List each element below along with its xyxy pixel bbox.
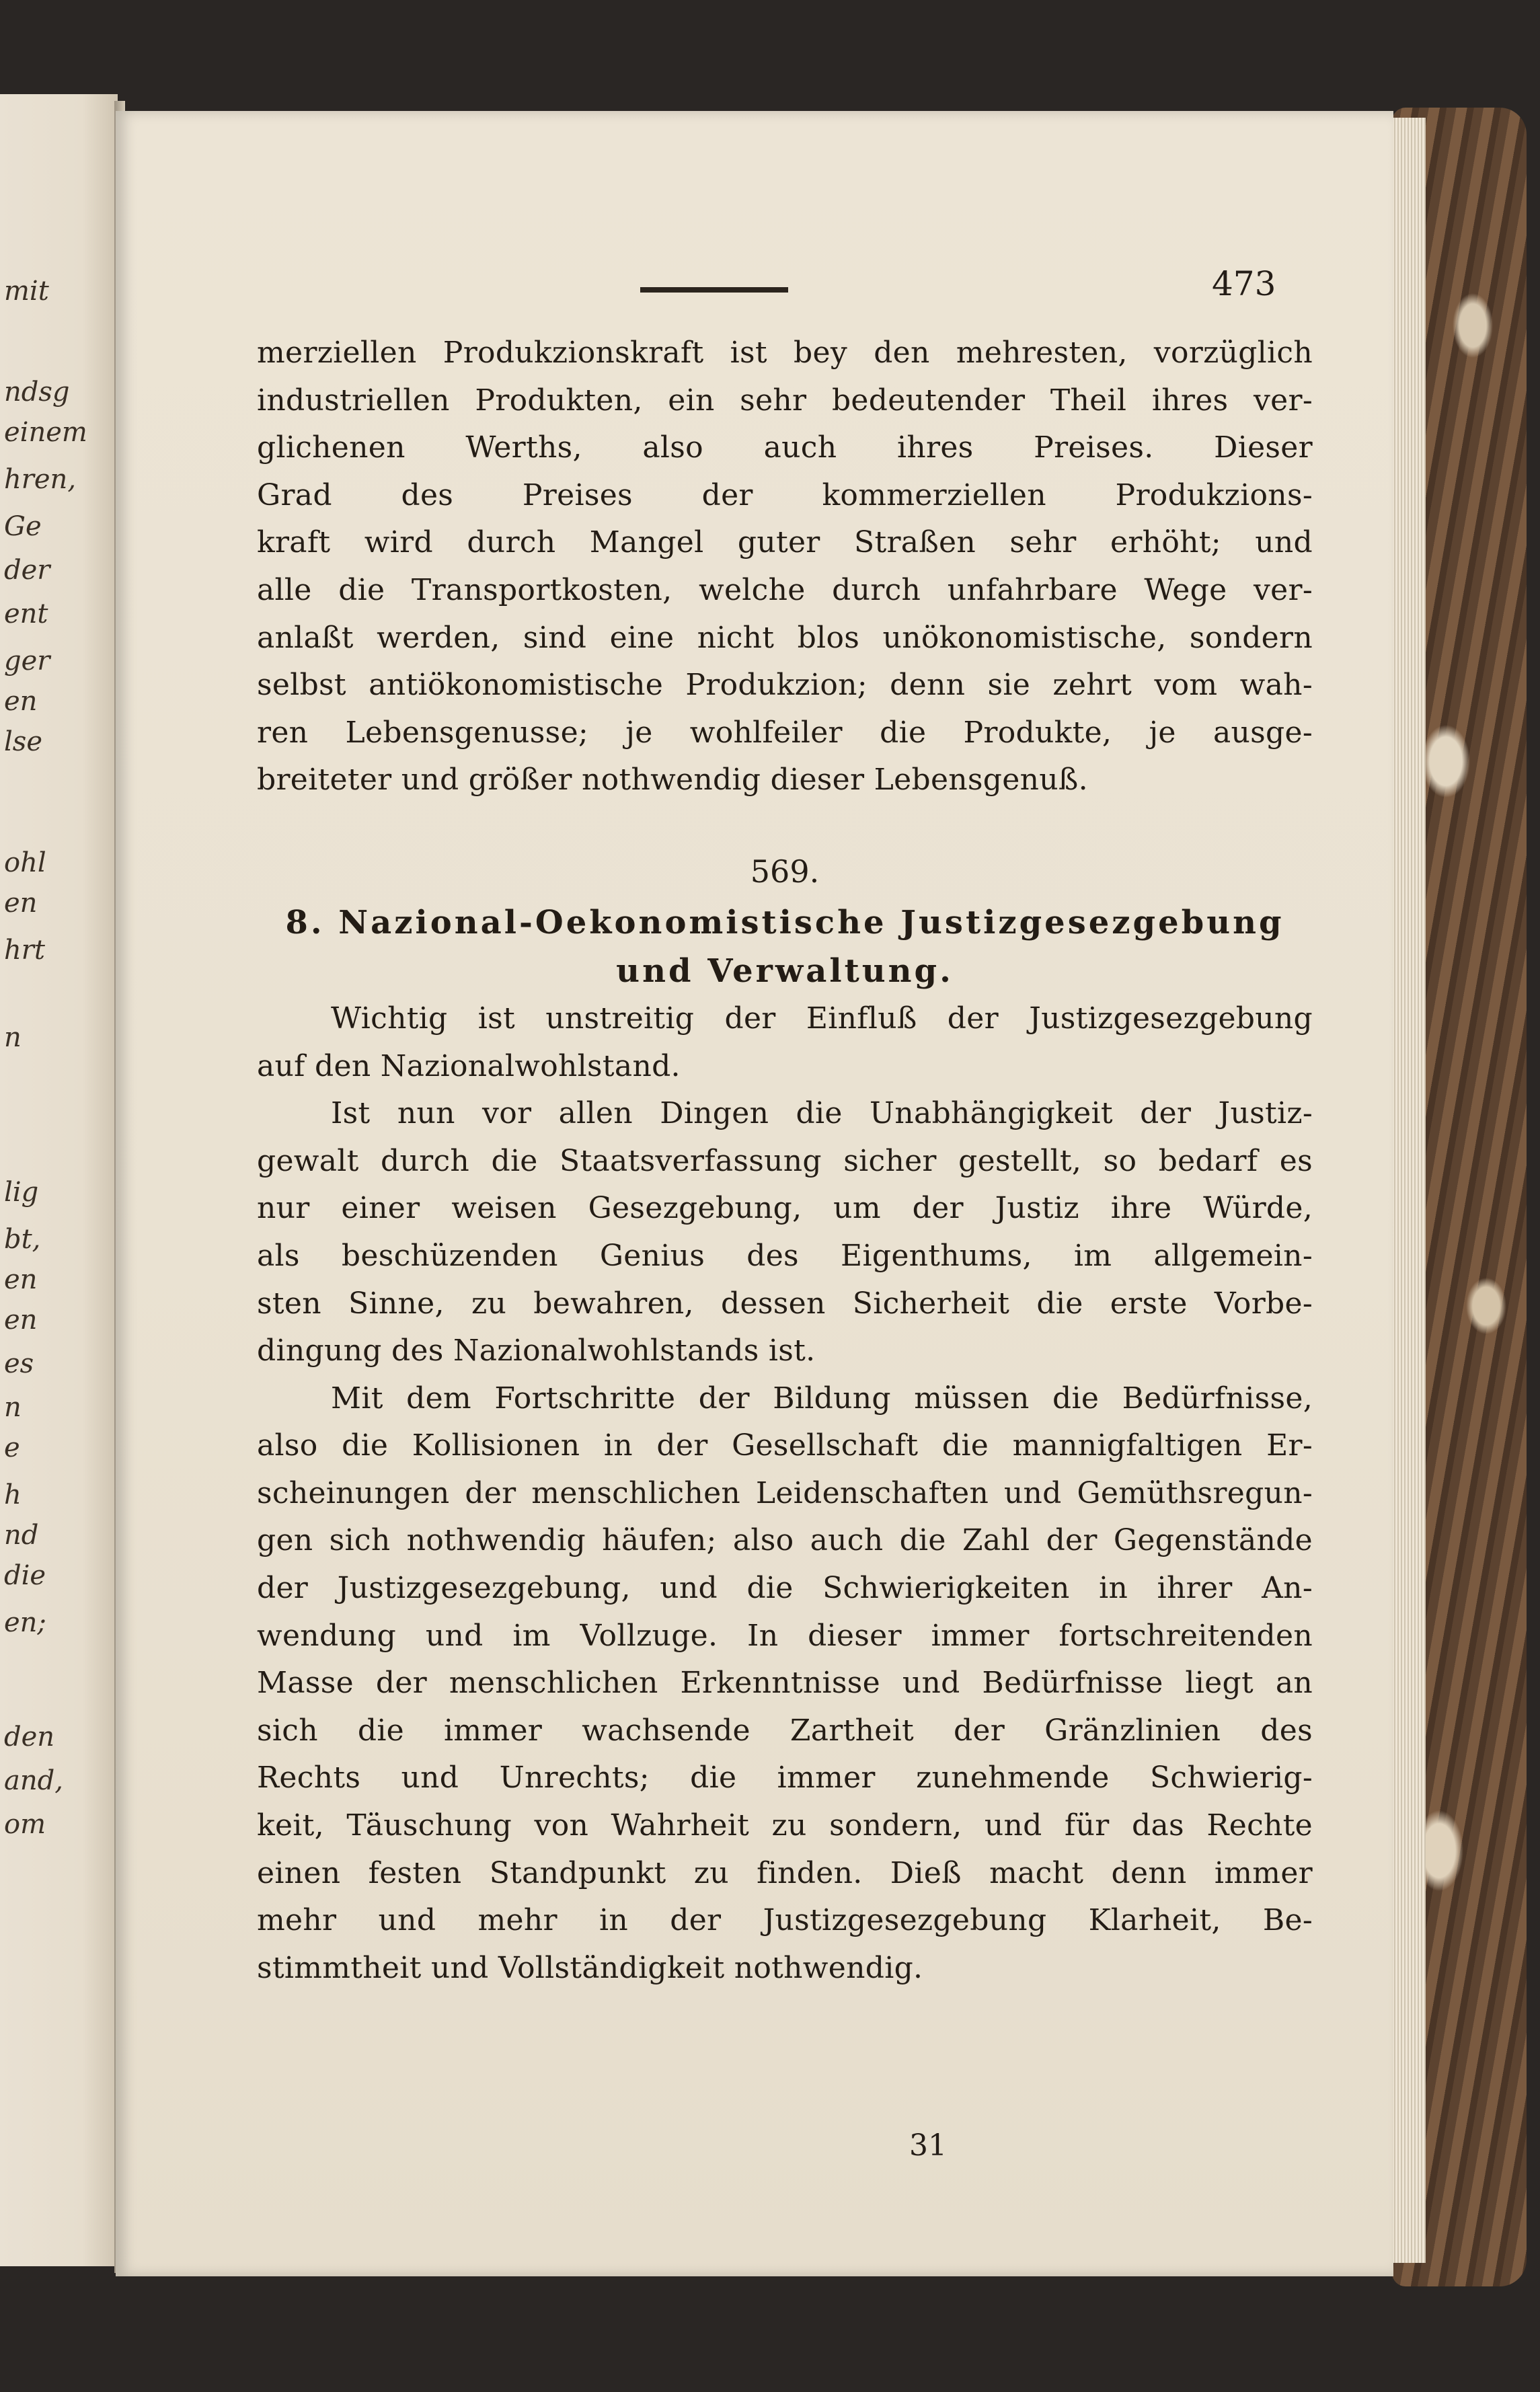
text-line: Grad des Preises der kommerziellen Produkzions- — [257, 477, 1313, 512]
text-line: gewalt durch die Staatsverfassung sicher gestellt, so bedarf es — [257, 1143, 1313, 1178]
previous-page-edge — [0, 94, 118, 2266]
left-page-fragment: om — [4, 1809, 46, 1840]
left-page-fragment: lse — [4, 726, 42, 757]
left-page-fragment: en — [4, 686, 38, 717]
text-line: industriellen Produkten, ein sehr bedeutender Theil ihres ver- — [257, 383, 1313, 418]
left-page-fragment: ndsg — [4, 377, 70, 408]
text-line: sich die immer wachsende Zartheit der Gränzlinien des — [257, 1713, 1313, 1748]
left-page-fragment: den — [4, 1722, 55, 1752]
left-page-fragment: der — [4, 555, 50, 586]
left-page-fragment: en; — [4, 1607, 46, 1638]
text-line: scheinungen der menschlichen Leidenschaften und Gemüthsregun- — [257, 1475, 1313, 1510]
page-text — [257, 330, 1313, 1992]
text-line: alle die Transportkosten, welche durch unfahrbare Wege ver- — [257, 572, 1313, 607]
left-page-fragment: ohl — [4, 847, 46, 878]
text-line: selbst antiökonomistische Produkzion; denn sie zehrt vom wah- — [257, 668, 1313, 703]
text-line: anlaßt werden, sind eine nicht blos unökonomistische, sondern — [257, 620, 1313, 655]
text-line: gen sich nothwendig häufen; also auch die Zahl der Gegenstände — [257, 1523, 1313, 1558]
text-line: stimmtheit und Vollständigkeit nothwendig. — [257, 1950, 923, 1985]
left-page-fragment: mit — [4, 276, 49, 307]
paragraph-3 — [257, 1375, 1313, 1993]
left-page-fragment: ent — [4, 599, 48, 629]
text-line: als beschüzenden Genius des Eigenthums, im allgemein- — [257, 1238, 1313, 1273]
text-line: Ist nun vor allen Dingen die Unabhängigkeit der Justiz- — [331, 1096, 1313, 1131]
left-page-fragment: hren, — [4, 464, 77, 495]
section-title-line-2: und Verwaltung. — [616, 952, 954, 990]
text-line: dingung des Nazionalwohlstands ist. — [257, 1334, 816, 1368]
paragraph-1 — [257, 995, 1313, 1090]
text-line: Masse der menschlichen Erkenntnisse und Bedürfnisse liegt an — [257, 1666, 1313, 1701]
text-line: einen festen Standpunkt zu finden. Dieß macht denn immer — [257, 1855, 1313, 1890]
left-page-fragment: en — [4, 888, 38, 919]
paragraph-2 — [257, 1090, 1313, 1375]
left-page-fragment: en — [4, 1264, 38, 1295]
text-line: auf den Nazionalwohlstand. — [257, 1048, 681, 1083]
text-line: der Justizgesezgebung, und die Schwierigkeiten in ihrer An- — [257, 1571, 1313, 1606]
left-page-fragment: die — [4, 1560, 46, 1591]
book-page — [116, 111, 1393, 2276]
text-line: Rechts und Unrechts; die immer zunehmende Schwierig- — [257, 1761, 1313, 1796]
section-title-line-1: 8. Nazional-Oekonomistische Justizgesezgebung — [285, 903, 1284, 941]
text-line: kraft wird durch Mangel guter Straßen sehr erhöht; und — [257, 525, 1313, 560]
left-page-fragment: es — [4, 1348, 34, 1379]
left-page-fragment: en — [4, 1305, 38, 1336]
left-page-fragment: e — [4, 1432, 20, 1463]
text-line: Mit dem Fortschritte der Bildung müssen die Bedürfnisse, — [331, 1381, 1313, 1416]
left-page-fragment: bt, — [4, 1224, 41, 1255]
text-line: breiteter und größer nothwendig dieser Lebensgenuß. — [257, 763, 1088, 798]
text-line: mehr und mehr in der Justizgesezgebung Klarheit, Be- — [257, 1903, 1313, 1938]
header-rule — [640, 287, 788, 293]
left-page-fragment: n — [4, 1392, 22, 1423]
text-line: wendung und im Vollzuge. In dieser immer fortschreitenden — [257, 1618, 1313, 1653]
text-line: sten Sinne, zu bewahren, dessen Sicherheit die erste Vorbe- — [257, 1286, 1313, 1321]
text-line: ren Lebensgenusse; je wohlfeiler die Produkte, je ausge- — [257, 715, 1313, 750]
left-page-fragment: hrt — [4, 935, 45, 966]
section-number: 569. — [750, 853, 820, 890]
left-page-fragment: nd — [4, 1520, 39, 1551]
text-line: keit, Täuschung von Wahrheit zu sondern, und für das Rechte — [257, 1808, 1313, 1843]
text-line: merziellen Produkzionskraft ist bey den mehresten, vorzüglich — [257, 336, 1313, 370]
paragraph-continuation — [257, 330, 1313, 804]
left-page-fragment: and, — [4, 1765, 63, 1796]
printer-signature: 31 — [909, 2128, 947, 2163]
text-line: Wichtig ist unstreitig der Einfluß der Justizgesezgebung — [331, 1001, 1313, 1036]
left-page-fragment: lig — [4, 1177, 39, 1208]
left-page-fragment: einem — [4, 417, 87, 448]
text-line: glichenen Werths, also auch ihres Preises. Dieser — [257, 430, 1313, 465]
text-line: also die Kollisionen in der Gesellschaft die mannigfaltigen Er- — [257, 1428, 1313, 1463]
left-page-fragment: ger — [4, 646, 50, 677]
text-line: nur einer weisen Gesezgebung, um der Justiz ihre Würde, — [257, 1191, 1313, 1226]
page-number: 473 — [1212, 264, 1276, 303]
left-page-fragment: n — [4, 1022, 22, 1053]
left-page-fragment: Ge — [4, 511, 42, 542]
left-page-fragment: h — [4, 1479, 22, 1510]
